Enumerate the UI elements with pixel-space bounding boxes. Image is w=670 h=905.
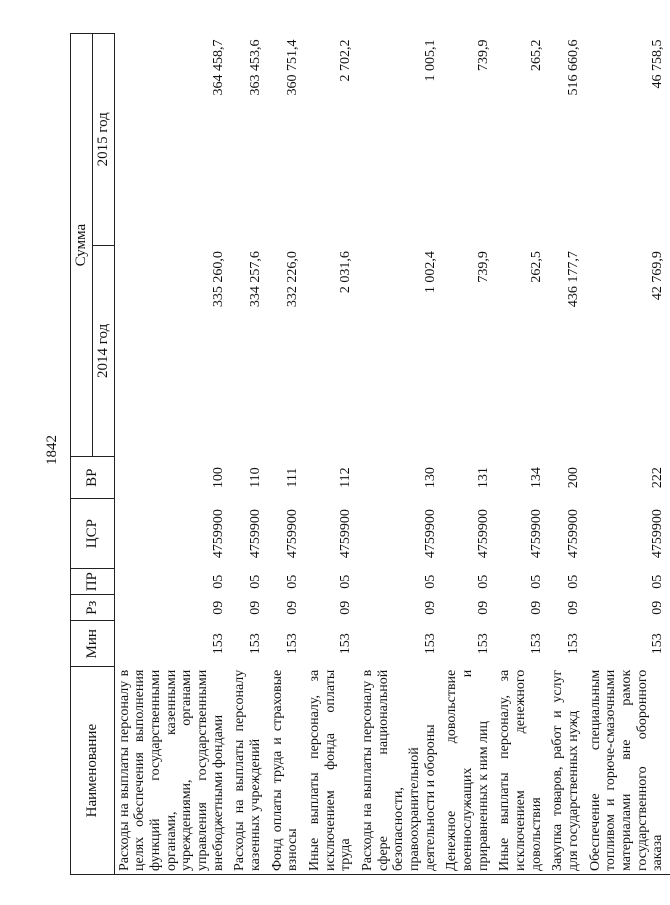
row-csr: 4759900 (247, 509, 263, 559)
row-pr: 05 (285, 574, 301, 589)
row-pr: 05 (528, 574, 544, 589)
row-name: Иные выплаты персоналу, за исключением фонда оплаты труда (305, 667, 358, 875)
header-min: Мин (71, 621, 115, 667)
row-pr: 05 (422, 574, 438, 589)
header-name: Наименование (71, 667, 115, 875)
row-vr: 200 (566, 467, 582, 489)
row-name: Обеспечение специальным топливом и горюче-смазочными материалами вне рамок государственного оборонного заказа (586, 667, 670, 875)
row-pr: 05 (566, 574, 582, 589)
budget-table (70, 33, 670, 875)
row-min: 153 (650, 633, 666, 655)
row-sum-2015: 360 751,4 (285, 39, 301, 96)
table-row (230, 34, 267, 875)
table-row (548, 34, 585, 875)
row-sum-2014: 436 177,7 (566, 251, 582, 308)
row-csr: 4759900 (338, 509, 354, 559)
row-sum-2015: 1 005,1 (422, 39, 438, 82)
table-row (268, 34, 305, 875)
row-csr: 4759900 (650, 509, 666, 559)
header-year-2014: 2014 год (92, 245, 114, 457)
table-row (495, 34, 548, 875)
header-pr: ПР (71, 569, 115, 595)
row-rz: 09 (247, 600, 263, 615)
row-pr: 05 (247, 574, 263, 589)
table-row (586, 34, 670, 875)
row-min: 153 (285, 633, 301, 655)
row-csr: 4759900 (422, 509, 438, 559)
row-min: 153 (475, 633, 491, 655)
header-vr: ВР (71, 457, 115, 499)
row-vr: 112 (338, 467, 354, 488)
row-rz: 09 (566, 600, 582, 615)
row-csr: 4759900 (475, 509, 491, 559)
row-rz: 09 (285, 600, 301, 615)
row-csr: 4759900 (566, 509, 582, 559)
row-min: 153 (528, 633, 544, 655)
row-min: 153 (247, 633, 263, 655)
table-header (71, 34, 115, 875)
row-vr: 100 (210, 467, 226, 489)
row-rz: 09 (475, 600, 491, 615)
row-rz: 09 (422, 600, 438, 615)
row-sum-2015: 2 702,2 (338, 39, 354, 82)
row-pr: 05 (338, 574, 354, 589)
row-vr: 222 (650, 467, 666, 489)
row-sum-2015: 364 458,7 (210, 39, 226, 96)
row-min: 153 (338, 633, 354, 655)
row-sum-2014: 334 257,6 (247, 251, 263, 308)
document-page (40, 25, 666, 875)
row-vr: 110 (247, 467, 263, 488)
row-name: Расходы на выплаты персоналу в сфере национальной безопасности, правоохранительной деятельности и обороны (358, 667, 442, 875)
row-sum-2014: 42 769,9 (650, 251, 666, 301)
row-sum-2014: 332 226,0 (285, 251, 301, 308)
row-vr: 131 (475, 467, 491, 489)
row-min: 153 (566, 633, 582, 655)
row-sum-2014: 335 260,0 (210, 251, 226, 308)
row-csr: 4759900 (528, 509, 544, 559)
row-name: Иные выплаты персоналу, за исключением денежного довольствия (495, 667, 548, 875)
row-sum-2014: 2 031,6 (338, 251, 354, 294)
row-sum-2015: 46 758,5 (650, 39, 666, 89)
row-name: Закупка товаров, работ и услуг для государственных нужд (548, 667, 585, 875)
row-rz: 09 (338, 600, 354, 615)
row-name: Расходы на выплаты персоналу казенных учреждений (230, 667, 267, 875)
row-name: Фонд оплаты труда и страховые взносы (268, 667, 305, 875)
row-pr: 05 (650, 574, 666, 589)
table-row (442, 34, 495, 875)
row-vr: 111 (285, 467, 301, 488)
row-min: 153 (422, 633, 438, 655)
row-pr: 05 (210, 574, 226, 589)
row-name: Денежное довольствие военнослужащих и приравненных к ним лиц (442, 667, 495, 875)
row-sum-2015: 739,9 (475, 39, 491, 71)
header-rz: Рз (71, 595, 115, 621)
row-csr: 4759900 (210, 509, 226, 559)
row-rz: 09 (650, 600, 666, 615)
row-name: Расходы на выплаты персоналу в целях обеспечения выполнения функций государственными органами, казенными учреждениями, органами управления государственными внебюджетными фондами (114, 667, 230, 875)
table-body (114, 34, 670, 875)
row-sum-2014: 1 002,4 (422, 251, 438, 294)
row-csr: 4759900 (285, 509, 301, 559)
row-pr: 05 (475, 574, 491, 589)
header-csr: ЦСР (71, 499, 115, 569)
table-row (305, 34, 358, 875)
table-row (114, 34, 230, 875)
row-vr: 130 (422, 467, 438, 489)
row-sum-2015: 516 660,6 (566, 39, 582, 96)
table-row (358, 34, 442, 875)
row-sum-2014: 262,5 (528, 251, 544, 283)
page-number: 1842 (44, 435, 60, 465)
header-sum: Сумма (71, 34, 93, 457)
row-sum-2014: 739,9 (475, 251, 491, 283)
row-rz: 09 (210, 600, 226, 615)
header-year-2015: 2015 год (92, 34, 114, 246)
row-sum-2015: 363 453,6 (247, 39, 263, 96)
row-vr: 134 (528, 467, 544, 489)
row-rz: 09 (528, 600, 544, 615)
row-min: 153 (210, 633, 226, 655)
row-sum-2015: 265,2 (528, 39, 544, 71)
